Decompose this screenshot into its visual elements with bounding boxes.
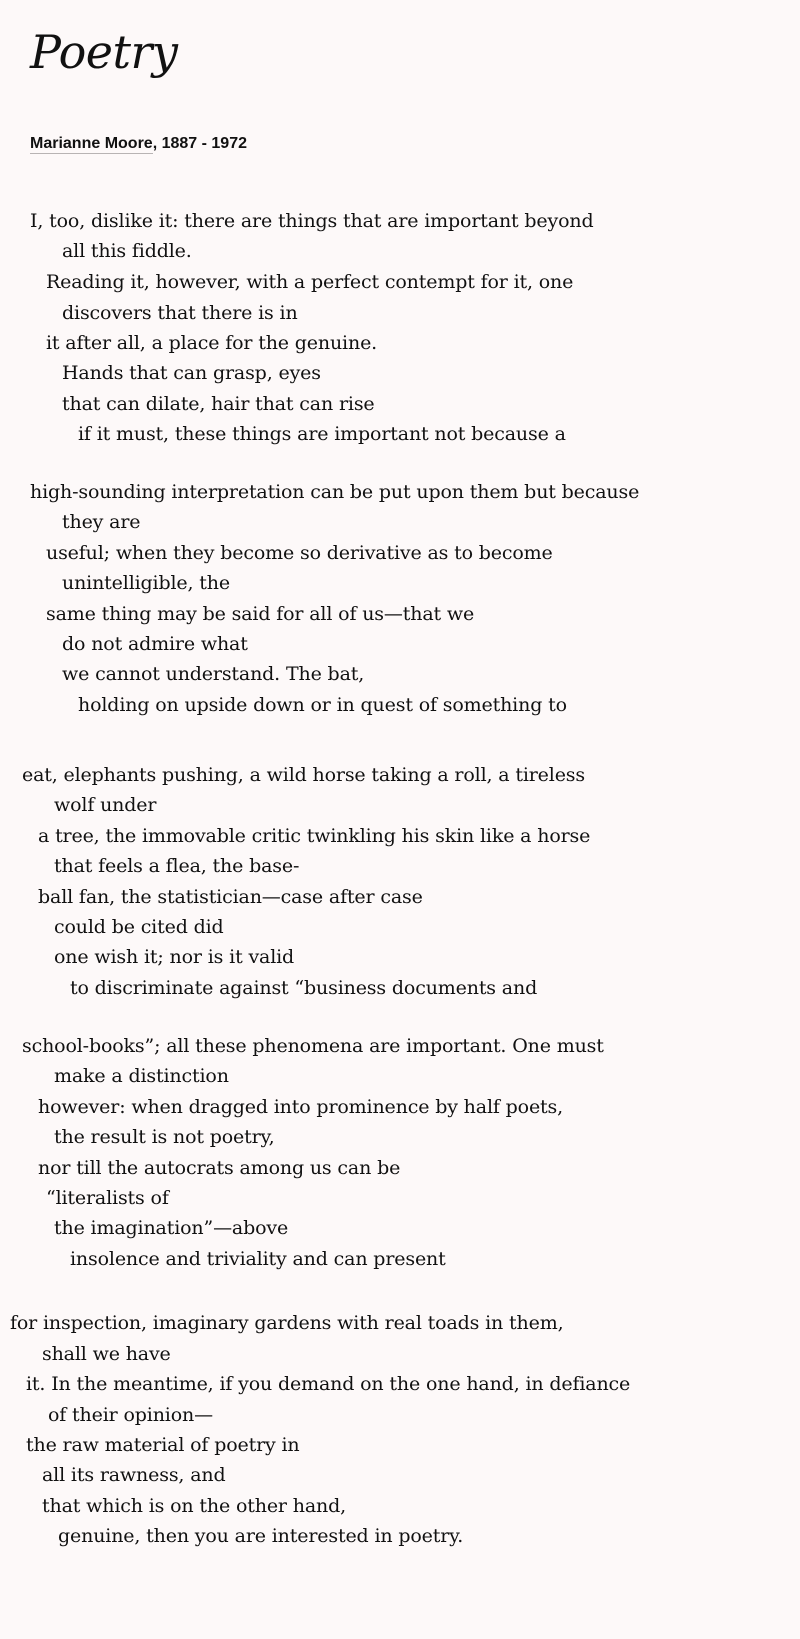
poem-line-26: make a distinction: [54, 1065, 229, 1087]
poem-line-3: Reading it, however, with a perfect contempt for it, one: [46, 271, 574, 293]
poem-line-28: the result is not poetry,: [54, 1126, 275, 1148]
author-link[interactable]: Marianne Moore: [30, 135, 153, 152]
poem-line-35: it. In the meantime, if you demand on the one hand, in defiance: [26, 1373, 631, 1395]
poem-line-39: that which is on the other hand,: [42, 1495, 346, 1517]
poem-line-8: if it must, these things are important not because a: [78, 423, 566, 445]
poem-line-25: school-books”; all these phenomena are important. One must: [22, 1035, 604, 1057]
poem-line-24: to discriminate against “business documents and: [70, 977, 538, 999]
poem-line-30: “literalists of: [46, 1187, 169, 1209]
poem-line-20: that feels a flea, the base-: [54, 855, 300, 877]
poem-line-10: they are: [62, 511, 141, 533]
poem-line-32: insolence and triviality and can present: [70, 1248, 446, 1270]
poem-line-4: discovers that there is in: [62, 302, 298, 324]
poem-line-1: I, too, dislike it: there are things that are important beyond: [30, 210, 594, 232]
poem-line-16: holding on upside down or in quest of something to: [78, 694, 567, 716]
poem-line-19: a tree, the immovable critic twinkling his skin like a horse: [38, 825, 591, 847]
poem-line-38: all its rawness, and: [42, 1464, 226, 1486]
poem-line-29: nor till the autocrats among us can be: [38, 1157, 401, 1179]
poem-line-7: that can dilate, hair that can rise: [62, 393, 375, 415]
poem-line-21: ball fan, the statistician—case after case: [38, 886, 423, 908]
poem-line-17: eat, elephants pushing, a wild horse taking a roll, a tireless: [22, 764, 586, 786]
poem-line-37: the raw material of poetry in: [26, 1434, 300, 1456]
poem-line-2: all this fiddle.: [62, 240, 192, 262]
poem-line-6: Hands that can grasp, eyes: [62, 362, 321, 384]
poem-line-27: however: when dragged into prominence by half poets,: [38, 1096, 564, 1118]
poem-line-18: wolf under: [54, 794, 157, 816]
poem-line-22: could be cited did: [54, 916, 224, 938]
poem-line-14: do not admire what: [62, 633, 248, 655]
author-dates: , 1887 - 1972: [152, 135, 247, 152]
poem-line-13: same thing may be said for all of us—that we: [46, 603, 475, 625]
poem-line-5: it after all, a place for the genuine.: [46, 332, 378, 354]
poem-line-23: one wish it; nor is it valid: [54, 946, 295, 968]
poem-line-12: unintelligible, the: [62, 572, 230, 594]
poem-title: Poetry: [30, 25, 178, 79]
poem-line-40: genuine, then you are interested in poetry.: [58, 1525, 464, 1547]
poem-line-9: high-sounding interpretation can be put upon them but because: [30, 481, 640, 503]
poem-line-36: of their opinion—: [48, 1404, 213, 1426]
poem-line-34: shall we have: [42, 1343, 171, 1365]
poem-line-33: for inspection, imaginary gardens with real toads in them,: [10, 1312, 564, 1334]
poem-line-15: we cannot understand. The bat,: [62, 663, 365, 685]
poem-line-31: the imagination”—above: [54, 1217, 289, 1239]
poem-line-11: useful; when they become so derivative as to become: [46, 542, 553, 564]
byline: [30, 134, 247, 154]
